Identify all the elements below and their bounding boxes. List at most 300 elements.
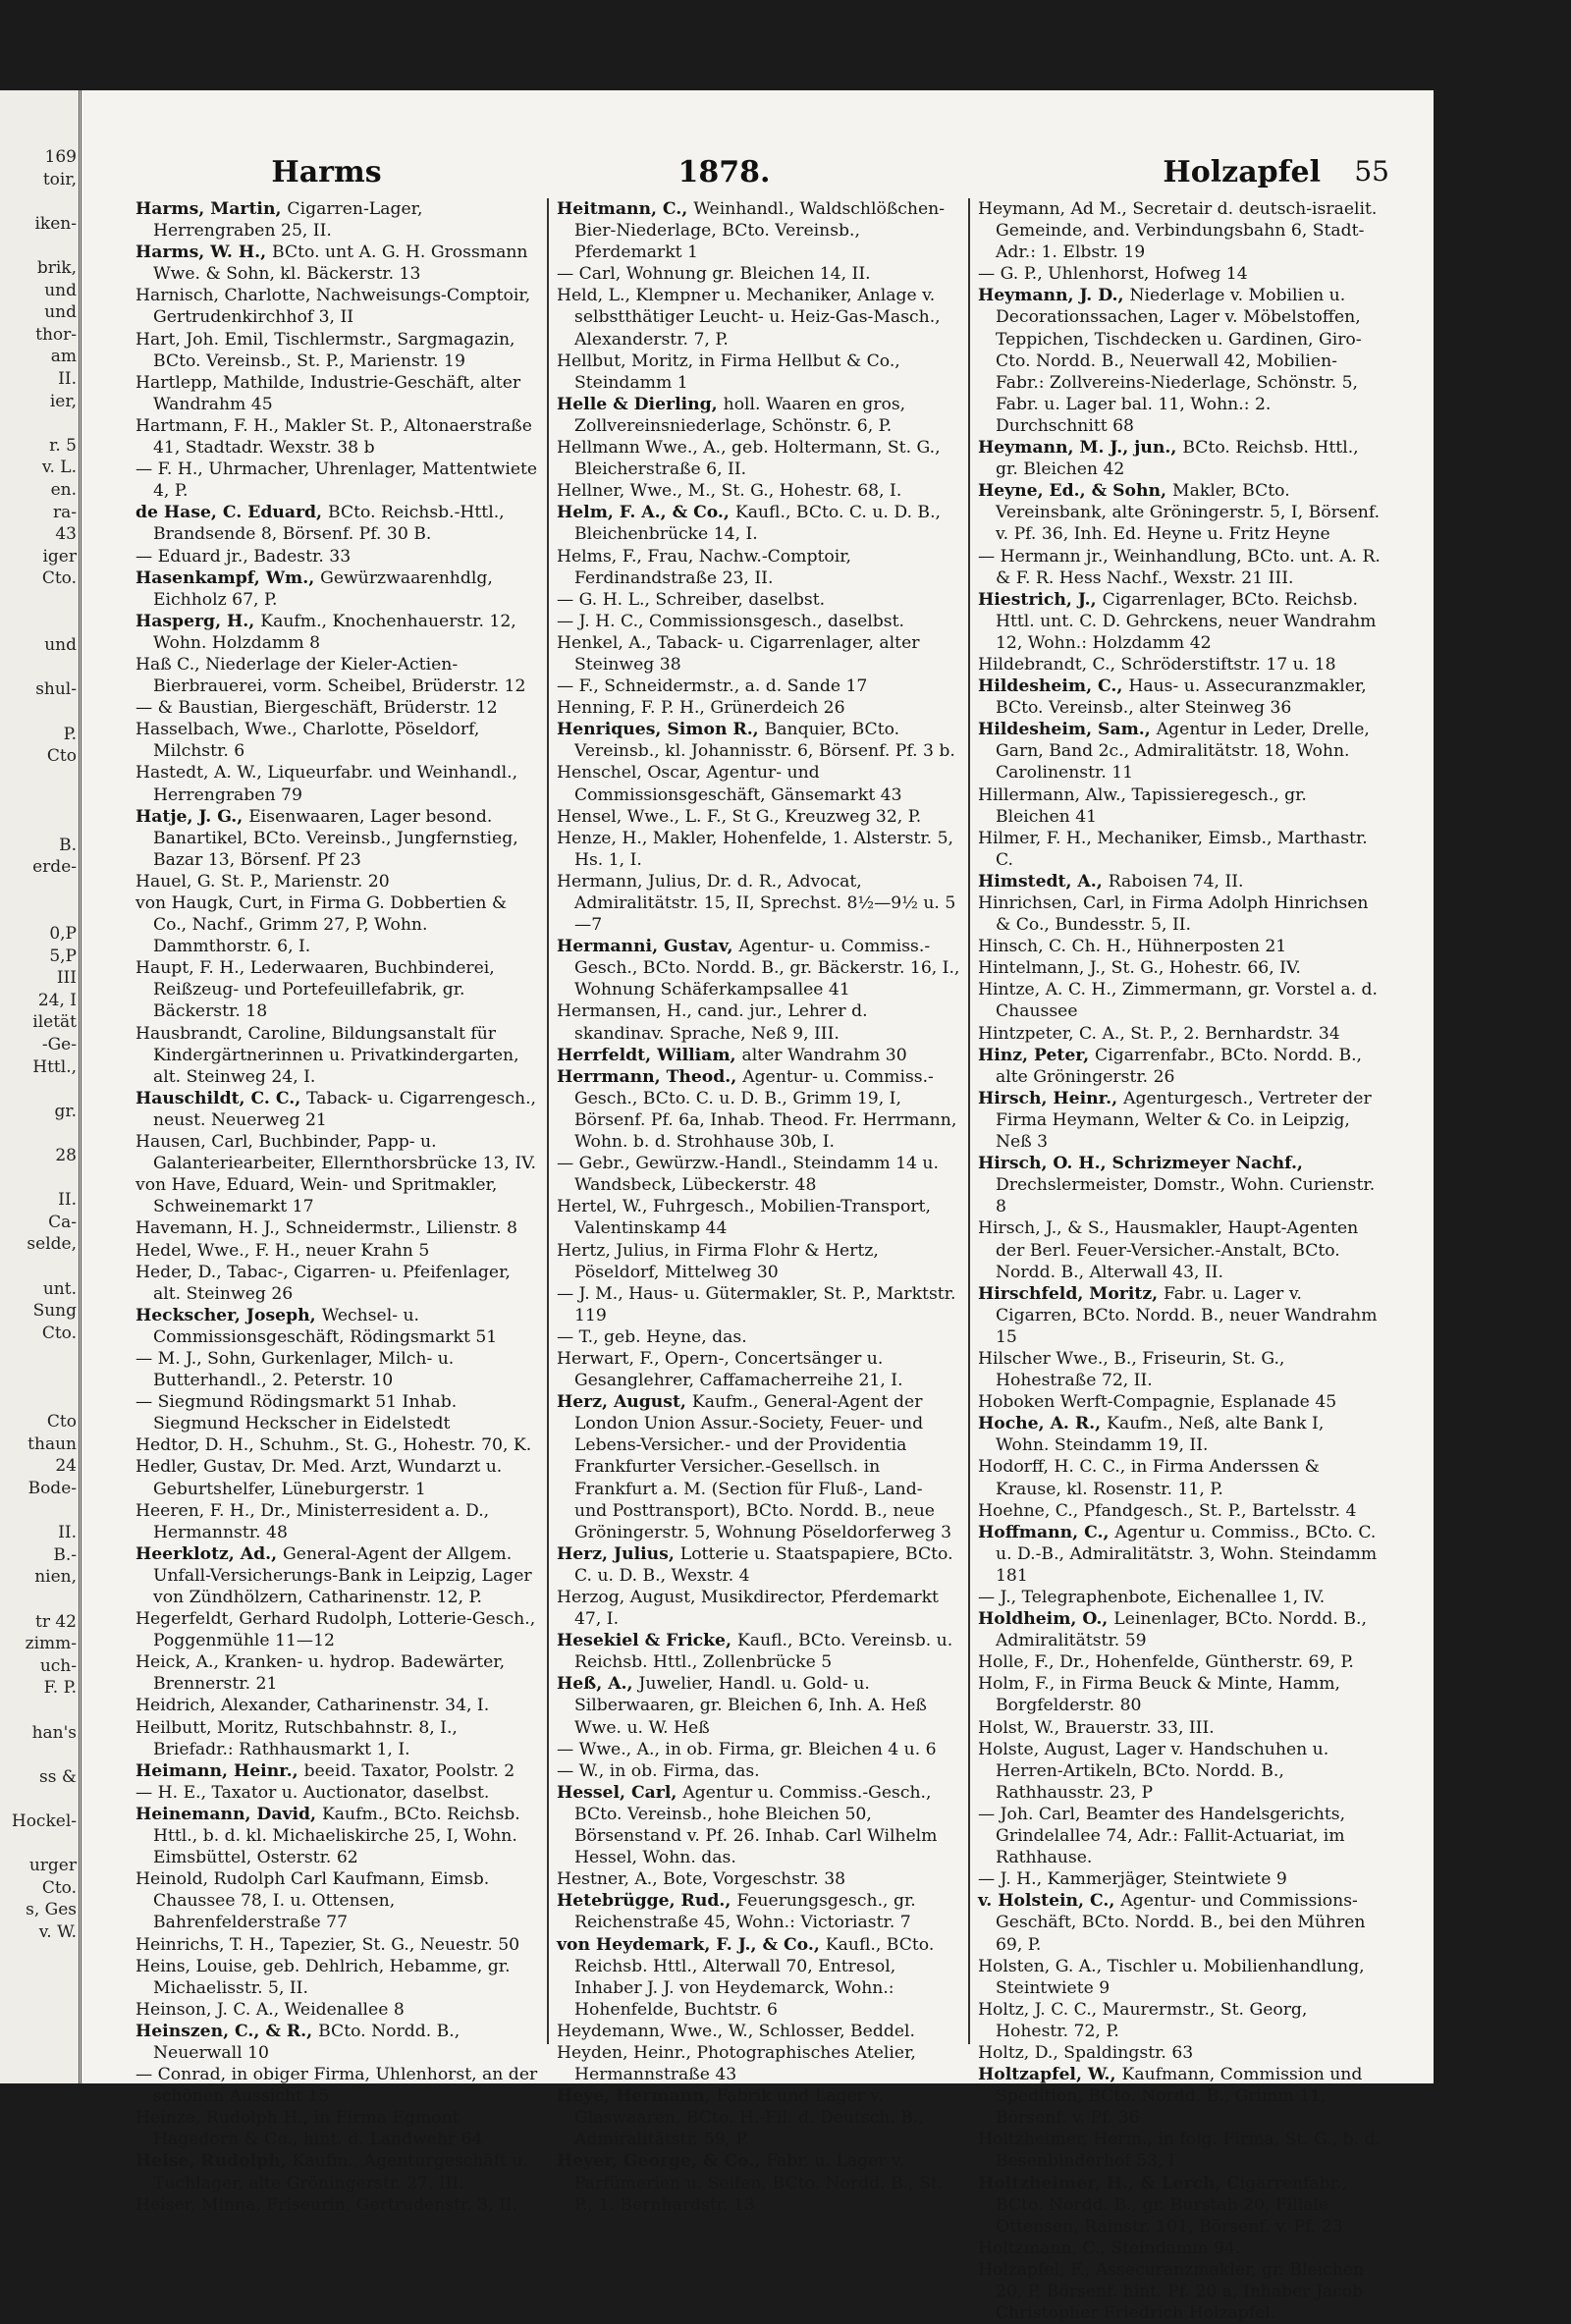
entry-text: BCto. Reichsb. Httl., gr. Bleichen 42 (996, 438, 1359, 480)
directory-entry (557, 502, 960, 545)
directory-entry (135, 1217, 539, 1239)
entry-name: Hesekiel & Fricke, (557, 1631, 737, 1651)
directory-entry (978, 1522, 1381, 1587)
entry-text: Weinhandl., Waldschlößchen-Bier-Niederlage, BCto. Vereinsb., Pferdemarkt 1 (574, 199, 946, 263)
directory-entry (978, 719, 1381, 784)
entry-name: Heyne, Ed., & Sohn, (978, 481, 1172, 502)
entry-name: Holdheim, O., (978, 1609, 1114, 1630)
margin-fragment: tr 42 (35, 1611, 77, 1632)
entry-name: Hiestrich, J., (978, 589, 1103, 610)
directory-entry (978, 1956, 1381, 1999)
entry-text: Cigarrenfabr., BCto. Nordd. B., alte Gröningerstr. 26 (996, 1045, 1363, 1087)
entry-text: Hedel, Wwe., F. H., neuer Krahn 5 (135, 1240, 430, 1261)
entry-text: Haß C., Niederlage der Kieler-Actien-Bierbrauerei, vorm. Scheibel, Brüderstr. 12 (135, 654, 526, 697)
entry-text: von Haugk, Curt, in Firma G. Dobbertien & Co., Nachf., Grimm 27, P, Wohn. Dammthorstr. 6, I. (135, 893, 508, 957)
entry-text: Hermann, Julius, Dr. d. R., Advocat, Admiralitätstr. 15, II, Sprechst. 8½—9½ u. 5—7 (557, 871, 956, 936)
entry-text: — W., in ob. Firma, das. (557, 1760, 760, 1781)
directory-entry (135, 2194, 539, 2216)
directory-entry (978, 263, 1381, 285)
directory-entry (978, 1153, 1381, 1217)
margin-fragment: 5,P (49, 946, 77, 966)
entry-text: — & Baustian, Biergeschäft, Brüderstr. 12 (135, 698, 498, 719)
directory-entry (135, 1262, 539, 1305)
directory-entry (978, 871, 1381, 892)
entry-text: Heyden, Heinr., Photographisches Atelier, Hermannstraße 43 (557, 2042, 916, 2085)
directory-entry (135, 2107, 539, 2150)
entry-text: — M. J., Sohn, Gurkenlager, Milch- u. Butterhandl., 2. Peterstr. 10 (135, 1348, 455, 1391)
entry-text: Heins, Louise, geb. Dehlrich, Hebamme, gr. Michaelisstr. 5, II. (135, 1956, 511, 1998)
entry-text: Heeren, F. H., Dr., Ministerresident a. D., Hermannstr. 48 (135, 1500, 490, 1542)
entry-text: Fabr. u. Lager v. Cigarren, BCto. Nordd. B., neuer Wandrahm 15 (996, 1283, 1378, 1347)
entry-name: Heckscher, Joseph, (135, 1305, 322, 1325)
column-left (128, 198, 547, 2215)
margin-fragment: Httl., (32, 1056, 77, 1077)
entry-name: Hoffmann, C., (978, 1522, 1115, 1542)
directory-entry (135, 372, 539, 415)
entry-text: — T., geb. Heyne, das. (557, 1326, 747, 1347)
entry-name: Heinemann, David, (135, 1804, 322, 1824)
directory-entry (557, 351, 960, 394)
entry-text: Harnisch, Charlotte, Nachweisungs-Comptoir, Gertrudenkirchhof 3, II (135, 286, 531, 328)
entry-text: Holtzheimer, Herm., in folg. Firma, St. G., b. d. Besenbinderhof 53, I (978, 2130, 1381, 2172)
directory-entry (135, 1391, 539, 1434)
entry-name: Herz, Julius, (557, 1543, 680, 1564)
entry-text: Kaufm., BCto. Reichsb. Httl., b. d. kl. Michaeliskirche 25, I, Wohn. Eimsbüttel, Osterstr. 62 (153, 1804, 520, 1868)
entry-text: Hartlepp, Mathilde, Industrie-Geschäft, alter Wandrahm 45 (135, 372, 521, 414)
directory-entry (978, 589, 1381, 654)
directory-entry (135, 242, 539, 285)
directory-entry (978, 936, 1381, 957)
entry-text: Agentur u. Commiss., BCto. C. u. D.-B., Admiralitätstr. 3, Wohn. Steindamm 181 (996, 1522, 1378, 1586)
directory-entry (557, 1240, 960, 1283)
entry-text: Holsten, G. A., Tischler u. Mobilienhandlung, Steintwiete 9 (978, 1956, 1365, 1998)
directory-entry (557, 806, 960, 828)
directory-entry (135, 1651, 539, 1695)
entry-text: Kaufl., BCto. C. u. D. B., Bleichenbrücke 14, I. (574, 503, 941, 545)
directory-entry (557, 2150, 960, 2215)
column-right (968, 198, 1389, 2324)
entry-name: Hinz, Peter, (978, 1045, 1096, 1065)
entry-text: Kaufm., Neß, alte Bank I, Wohn. Steindamm 19, II. (996, 1414, 1325, 1456)
previous-page-edge (0, 90, 81, 2083)
directory-entry (978, 2238, 1381, 2259)
margin-fragment: ss & (39, 1766, 77, 1787)
entry-text: Henning, F. P. H., Grünerdeich 26 (557, 698, 845, 719)
entry-text: Heinold, Rudolph Carl Kaufmann, Eimsb. Chaussee 78, I. u. Ottensen, Bahrenfelderstraße 77 (135, 1869, 490, 1933)
entry-text: — Eduard jr., Badestr. 33 (135, 546, 352, 567)
margin-fragment: P. (63, 724, 77, 744)
directory-entry (135, 611, 539, 654)
entry-text: Hilmer, F. H., Mechaniker, Eimsb., Marthastr. C. (978, 828, 1368, 870)
margin-fragment: zimm- (25, 1634, 77, 1654)
entry-text: Hilscher Wwe., B., Friseurin, St. G., Hohestraße 72, II. (978, 1348, 1285, 1391)
directory-entry (135, 1348, 539, 1391)
entry-text: — Joh. Carl, Beamter des Handelsgerichts, Grindelallee 74, Adr.: Fallit-Actuariat, im Rathhause. (978, 1804, 1346, 1868)
entry-text: — F., Schneidermstr., a. d. Sande 17 (557, 676, 868, 697)
directory-entry (557, 611, 960, 632)
directory-entry (978, 480, 1381, 545)
entry-text: Herzog, August, Musikdirector, Pferdemarkt 47, I. (557, 1588, 939, 1630)
entry-text: Agentur- und Commissions-Geschäft, BCto. Nordd. B., bei den Mühren 69, P. (996, 1891, 1366, 1955)
margin-fragment: han's (31, 1722, 77, 1743)
entry-text: Hillermann, Alw., Tapissieregesch., gr. Bleichen 41 (978, 784, 1307, 827)
directory-entry (135, 1088, 539, 1131)
entry-text: — F. H., Uhrmacher, Uhrenlager, Mattentwiete 4, P. (135, 459, 538, 502)
entry-text: Heick, A., Kranken- u. hydrop. Badewärter, Brennerstr. 21 (135, 1652, 506, 1695)
directory-entry (978, 2259, 1381, 2324)
entry-text: Hellner, Wwe., M., St. G., Hohestr. 68, I. (557, 481, 902, 502)
entry-text: Heinrichs, T. H., Tapezier, St. G., Neuestr. 50 (135, 1934, 520, 1955)
entry-text: Banquier, BCto. Vereinsb., kl. Johannisstr. 6, Börsenf. Pf. 3 b. (574, 720, 955, 762)
margin-fragment: Cto. (41, 1323, 77, 1343)
directory-entry (557, 263, 960, 285)
entry-text: Hodorff, H. C. C., in Firma Anderssen & Krause, kl. Rosenstr. 11, P. (978, 1457, 1320, 1499)
entry-name: Hermanni, Gustav, (557, 937, 739, 957)
margin-fragment: Cto. (41, 568, 77, 589)
margin-fragment: gr. (54, 1101, 77, 1121)
entry-text: Agentur- u. Commiss.-Gesch., BCto. Nordd. B., gr. Bäckerstr. 16, I., Wohnung Schäferkampsallee 41 (574, 937, 960, 1000)
entry-text: Taback- u. Cigarrengesch., neust. Neuerweg 21 (153, 1088, 536, 1130)
entry-text: Hintze, A. C. H., Zimmermann, gr. Vorstel a. d. Chaussee (978, 980, 1378, 1022)
directory-entry (135, 1305, 539, 1348)
directory-entry (135, 1174, 539, 1217)
header-right-catchword: Holzapfel (1163, 155, 1321, 189)
entry-name: Heinszen, C., & R., (135, 2021, 319, 2041)
directory-entry (978, 892, 1381, 936)
entry-name: Heitmann, C., (557, 199, 694, 219)
directory-entry (557, 1391, 960, 1543)
directory-entry (557, 2021, 960, 2042)
directory-entry (135, 415, 539, 459)
margin-fragment: und (44, 280, 77, 300)
directory-entry (135, 198, 539, 242)
directory-entry (557, 437, 960, 480)
directory-entry (978, 654, 1381, 676)
entry-name: Hildesheim, C., (978, 676, 1129, 697)
entry-text: Holm, F., in Firma Beuck & Minte, Hamm, Borgfelderstr. 80 (978, 1674, 1340, 1716)
margin-fragment: selde, (27, 1234, 77, 1255)
directory-entry (978, 2129, 1381, 2172)
entry-text: Hart, Joh. Emil, Tischlermstr., Sargmagazin, BCto. Vereinsb., St. P., Marienstr. 19 (135, 329, 515, 371)
margin-fragment: iger (42, 546, 77, 567)
entry-name: Herz, August, (557, 1392, 692, 1413)
directory-page (0, 90, 1434, 2324)
margin-fragment: erde- (32, 857, 77, 878)
directory-entry (135, 1131, 539, 1174)
directory-entry (135, 1240, 539, 1262)
directory-entry (557, 1890, 960, 1933)
margin-fragment: unt. (42, 1278, 77, 1299)
directory-entry (978, 1500, 1381, 1522)
entry-text: — Conrad, in obiger Firma, Uhlenhorst, an der schönen Aussicht 15 (135, 2065, 538, 2107)
entry-name: Heymann, M. J., jun., (978, 438, 1183, 459)
directory-entry (978, 1651, 1381, 1673)
margin-fragment: toir, (42, 169, 77, 189)
entry-text: Drechslermeister, Domstr., Wohn. Curienstr. 8 (996, 1175, 1376, 1217)
directory-entry (557, 1934, 960, 2021)
directory-entry (557, 285, 960, 350)
directory-entry (135, 762, 539, 805)
entry-text: Holtzmann, C., Steindamm 94. (978, 2238, 1241, 2258)
margin-fragment: Cto (46, 746, 77, 767)
directory-entry (135, 1760, 539, 1782)
entry-text: BCto. unt A. G. H. Grossmann Wwe. & Sohn, kl. Bäckerstr. 13 (153, 243, 528, 285)
entry-text: Hellmann Wwe., A., geb. Holtermann, St. G., Bleicherstraße 6, II. (557, 438, 941, 480)
page-number: 55 (1354, 155, 1389, 188)
directory-entry (557, 676, 960, 697)
entry-text: Heder, D., Tabac-, Cigarren- u. Pfeifenlager, alt. Steinweg 26 (135, 1262, 511, 1304)
entry-text: holl. Waaren en gros, Zollvereinsniederlage, Schönstr. 6, P. (574, 394, 906, 436)
directory-entry (557, 1045, 960, 1066)
margin-fragment: ra- (52, 502, 77, 522)
entry-text: — H. E., Taxator u. Auctionator, daselbst. (135, 1782, 490, 1803)
entry-text: — Siegmund Rödingsmarkt 51 Inhab. Siegmund Heckscher in Eidelstedt (135, 1392, 458, 1434)
directory-entry (978, 1868, 1381, 1890)
margin-fragment: s, Ges (26, 1900, 77, 1920)
directory-entry (557, 871, 960, 936)
margin-fragment: iletät (32, 1012, 77, 1033)
directory-entry (135, 1434, 539, 1456)
margin-fragment: thor- (35, 324, 77, 345)
entry-text: Gewürzwaarenhdlg, Eichholz 67, P. (153, 567, 493, 610)
margin-fragment: und (44, 302, 77, 323)
margin-fragment: 24 (55, 1456, 77, 1477)
entry-name: Hauschildt, C. C., (135, 1088, 307, 1108)
entry-text: Agenturgesch., Vertreter der Firma Heymann, Welter & Co. in Leipzig, Neß 3 (996, 1088, 1372, 1153)
entry-name: Hetebrügge, Rud., (557, 1891, 737, 1912)
directory-entry (978, 546, 1381, 589)
entry-text: alter Wandrahm 30 (741, 1045, 907, 1065)
margin-fragment: en. (50, 480, 77, 500)
entry-text: Heilbutt, Moritz, Rutschbahnstr. 8, I., Briefadr.: Rathhausmarkt 1, I. (135, 1717, 458, 1759)
entry-text: Leinenlager, BCto. Nordd. B., Admiralitätstr. 59 (996, 1609, 1367, 1651)
entry-text: — J. M., Haus- u. Gütermakler, St. P., Marktstr. 119 (557, 1283, 956, 1325)
directory-entry (557, 1673, 960, 1738)
directory-entry (135, 806, 539, 871)
entry-name: Hirsch, O. H., Schrizmeyer Nachf., (978, 1154, 1303, 1174)
directory-entry (557, 480, 960, 502)
entry-text: Wechsel- u. Commissionsgeschäft, Rödingsmarkt 51 (153, 1305, 498, 1347)
directory-entry (557, 762, 960, 805)
entry-text: Holle, F., Dr., Hohenfelde, Güntherstr. 69, P. (978, 1652, 1354, 1673)
directory-entry (978, 1456, 1381, 1499)
directory-entry (978, 1608, 1381, 1651)
directory-entry (978, 1739, 1381, 1804)
entry-text: Holzapfel, F., Assecuranzmakler, gr. Bleichen 20, P, Börsenf. hint. Pf. 20 a, Inhaber Jacob Christopher Friedrich Holzapfel. (978, 2259, 1365, 2324)
margin-fragment: 169 (44, 147, 77, 167)
directory-entry (978, 828, 1381, 871)
directory-entry (557, 1283, 960, 1326)
entry-name: Heymann, J. D., (978, 286, 1130, 306)
directory-entry (135, 1456, 539, 1499)
entry-text: — G. P., Uhlenhorst, Hofweg 14 (978, 264, 1248, 285)
entry-text: Kaufl., BCto. Vereinsb. u. Reichsb. Httl., Zollenbrücke 5 (574, 1631, 953, 1673)
entry-name: Hessel, Carl, (557, 1782, 683, 1803)
directory-entry (135, 719, 539, 762)
entry-text: Herwart, F., Opern-, Concertsänger u. Gesanglehrer, Caffamacherreihe 21, I. (557, 1348, 903, 1391)
entry-name: Hildesheim, Sam., (978, 720, 1157, 740)
entry-text: — G. H. L., Schreiber, daselbst. (557, 589, 826, 610)
directory-entry (135, 1695, 539, 1716)
directory-entry (557, 719, 960, 762)
margin-fragment: shul- (35, 679, 77, 700)
directory-entry (557, 1196, 960, 1239)
entry-text: Agentur u. Commiss.-Gesch., BCto. Vereinsb., hohe Bleichen 50, Börsenstand v. Pf. 26. Inhab. Carl Wilhelm Hessel, Wohn. das. (574, 1782, 938, 1868)
directory-entry (135, 1782, 539, 1804)
directory-entry (978, 676, 1381, 719)
directory-entry (135, 285, 539, 328)
directory-entry (135, 892, 539, 957)
entry-text: — J., Telegraphenbote, Eichenallee 1, IV. (978, 1588, 1326, 1607)
directory-entry (557, 1348, 960, 1391)
directory-entry (135, 1956, 539, 1999)
margin-fragment: iken- (34, 213, 77, 234)
entry-name: Hatje, J. G., (135, 806, 249, 827)
entry-name: Hirschfeld, Moritz, (978, 1283, 1165, 1304)
margin-fragment: Sung (32, 1301, 77, 1322)
entry-text: — Carl, Wohnung gr. Bleichen 14, II. (557, 264, 871, 285)
entry-text: Feuerungsgesch., gr. Reichenstraße 45, Wohn.: Victoriastr. 7 (574, 1891, 916, 1933)
page-header (128, 155, 1389, 190)
directory-entry (978, 1890, 1381, 1955)
entry-name: Heimann, Heinr., (135, 1760, 304, 1781)
directory-entry (557, 936, 960, 1000)
directory-entry (978, 1045, 1381, 1088)
entry-text: Hensel, Wwe., L. F., St G., Kreuzweg 32, P. (557, 806, 922, 827)
directory-entry (557, 697, 960, 719)
entry-text: Hastedt, A. W., Liqueurfabr. und Weinhandl., Herrengraben 79 (135, 763, 518, 805)
directory-entry (135, 1023, 539, 1088)
directory-entry (135, 567, 539, 611)
directory-entry (557, 2042, 960, 2085)
directory-entry (978, 1283, 1381, 1348)
margin-fragment: 43 (55, 524, 77, 545)
entry-text: Fabr. u. Lager v. Parfümerien u. Seifen, BCto. Nordd. B., St. P., 1. Bernhardstr. 13 (574, 2151, 944, 2215)
margin-fragment: -Ge- (41, 1035, 77, 1054)
directory-entry (135, 1999, 539, 2021)
entry-text: Hoboken Werft-Compagnie, Esplanade 45 (978, 1392, 1337, 1413)
directory-entry (557, 1587, 960, 1630)
directory-entry (557, 1760, 960, 1782)
entry-text: Heydemann, Wwe., W., Schlosser, Beddel. (557, 2021, 915, 2041)
margin-fragment: v. W. (38, 1922, 77, 1942)
directory-entry (135, 654, 539, 697)
entry-name: Hirsch, Heinr., (978, 1088, 1124, 1108)
entry-text: Heiser, Minna, Friseurin, Gertrudenstr. 3, II. (135, 2194, 518, 2215)
directory-entry (557, 1066, 960, 1153)
directory-entry (557, 2085, 960, 2150)
entry-text: Hasselbach, Wwe., Charlotte, Pöseldorf, Milchstr. 6 (135, 720, 480, 762)
directory-entry (135, 1804, 539, 1868)
entry-name: Herrfeldt, William, (557, 1045, 742, 1065)
entry-text: — Hermann jr., Weinhandlung, BCto. unt. A. R. & F. R. Hess Nachf., Wexstr. 21 III. (978, 546, 1381, 588)
entry-text: Heinson, J. C. A., Weidenallee 8 (135, 1999, 405, 2020)
entry-text: Heinze, Rudolph H., in Firma Egmont Hagedorn & Co., hint. d. Landwehr 64 (135, 2108, 483, 2150)
entry-name: Herrmann, Theod., (557, 1066, 743, 1087)
directory-entry (978, 2064, 1381, 2129)
entry-text: Lotterie u. Staatspapiere, BCto. C. u. D. B., Wexstr. 4 (574, 1543, 953, 1586)
entry-text: Agentur- u. Commiss.-Gesch., BCto. C. u. D. B., Grimm 19, I, Börsenf. Pf. 6a, Inhab. Theod. Fr. Herrmann, Wohn. b. d. Strohhause 30b, I. (574, 1066, 957, 1153)
entry-text: Cigarren-Lager, Herrengraben 25, II. (153, 199, 423, 242)
entry-name: Hasenkampf, Wm., (135, 567, 321, 588)
entry-name: Heß, A., (557, 1674, 639, 1695)
directory-entry (135, 1717, 539, 1760)
directory-entry (135, 697, 539, 719)
directory-entry (135, 1500, 539, 1543)
entry-text: Held, L., Klempner u. Mechaniker, Anlage v. selbstthätiger Leucht- u. Heiz-Gas-Masch., Alexanderstr. 7, P. (557, 286, 941, 350)
entry-text: Hellbut, Moritz, in Firma Hellbut & Co., Steindamm 1 (557, 351, 900, 393)
entry-name: Heerklotz, Ad., (135, 1543, 284, 1564)
directory-entry (978, 2173, 1381, 2238)
entry-text: — J. H. C., Commissionsgesch., daselbst. (557, 611, 904, 631)
entry-name: Heyer, George, & Co., (557, 2151, 767, 2172)
directory-entry (978, 979, 1381, 1022)
entry-name: Harms, W. H., (135, 243, 273, 263)
margin-fragment: II. (58, 1523, 77, 1543)
entry-text: Hildebrandt, C., Schröderstiftstr. 17 u. 18 (978, 654, 1336, 675)
directory-entry (557, 198, 960, 263)
margin-fragment: 0,P (49, 924, 77, 944)
entry-text: Heymann, Ad M., Secretair d. deutsch-israelit. Gemeinde, and. Verbindungsbahn 6, Stadt-Adr.: 1. Elbstr. 19 (978, 199, 1378, 263)
directory-entry (978, 1673, 1381, 1716)
margin-fragment: r. 5 (49, 435, 77, 456)
entry-text: BCto. Reichsb.-Httl., Brandsende 8, Börsenf. Pf. 30 B. (153, 503, 505, 545)
column-middle (547, 198, 968, 2215)
entry-name: Hoche, A. R., (978, 1414, 1108, 1434)
margin-fragment: II. (58, 1190, 77, 1211)
entry-text: Hermansen, H., cand. jur., Lehrer d. skandinav. Sprache, Neß 9, III. (557, 1001, 868, 1044)
entry-text: General-Agent der Allgem. Unfall-Versicherungs-Bank in Leipzig, Lager von Zündhölzern, Catharinenstr. 12, P. (153, 1543, 532, 1607)
directory-entry (978, 1023, 1381, 1045)
directory-entry (135, 329, 539, 372)
entry-text: Hausen, Carl, Buchbinder, Papp- u. Galanteriearbeiter, Ellernthorsbrücke 13, IV. (135, 1132, 536, 1174)
entry-text: Kaufm., General-Agent der London Union Assur.-Society, Feuer- und Lebens-Versicher.- und der Providentia Frankfurter Versicher.-Gesellsch. in Frankfurt a. M. (Section für Fluß-, Land- und Posttransport), BCto. Nordd. B., neue Gröningerstr. 5, Wohnung Pöseldorferweg 3 (574, 1392, 952, 1542)
margin-fragment: II. (58, 369, 77, 389)
entry-text: — J. H., Kammerjäger, Steintwiete 9 (978, 1869, 1287, 1890)
margin-fragment: und (44, 635, 77, 656)
entry-text: Kaufm., Knochenhauerstr. 12, Wohn. Holzdamm 8 (153, 611, 516, 653)
entry-name: de Hase, C. Eduard, (135, 503, 329, 523)
entry-text: Eisenwaaren, Lager besond. Banartikel, BCto. Vereinsb., Jungfernstieg, Bazar 13, Börsenf. Pf 23 (153, 806, 518, 870)
entry-text: Haupt, F. H., Lederwaaren, Buchbinderei, Reißzeug- und Portefeuillefabrik, gr. Bäckerstr. 18 (135, 958, 495, 1022)
directory-entry (978, 2042, 1381, 2064)
entry-name: Heise, Rudolph, (135, 2151, 293, 2172)
entry-text: Fabrik und Lager v. Glaswaaren, BCto. H.-Fil. d. Deutsch. B., Admiralitätstr. 59, P. (574, 2086, 924, 2150)
entry-name: Harms, Martin, (135, 199, 288, 219)
directory-entry (557, 1782, 960, 1868)
directory-entry (978, 1217, 1381, 1282)
directory-entry (557, 546, 960, 589)
directory-entry (978, 1348, 1381, 1391)
entry-name: Helm, F. A., & Co., (557, 503, 735, 523)
directory-entry (135, 2064, 539, 2107)
entry-text: Helms, F., Frau, Nachw.-Comptoir, Ferdinandstraße 23, II. (557, 546, 851, 588)
directory-entry (978, 1587, 1381, 1608)
directory-entry (978, 957, 1381, 979)
entry-text: Cigarrenfabr., BCto. Nordd. B., gr. Burstah 20, Filiale Ottensen, Rainstr. 101, Börsenf. v. Pf. 23 (996, 2173, 1347, 2237)
entry-text: Hoehne, C., Pfandgesch., St. P., Bartelsstr. 4 (978, 1500, 1357, 1521)
entry-name: von Heydemark, F. J., & Co., (557, 1934, 826, 1955)
directory-entry (978, 1717, 1381, 1739)
directory-entry (557, 828, 960, 871)
entry-text: Hintelmann, J., St. G., Hohestr. 66, IV. (978, 958, 1301, 979)
entry-text: Hintzpeter, C. A., St. P., 2. Bernhardstr. 34 (978, 1023, 1340, 1044)
entry-name: Henriques, Simon R., (557, 720, 765, 740)
directory-entry (978, 1391, 1381, 1413)
entry-text: beeid. Taxator, Poolstr. 2 (303, 1760, 515, 1781)
margin-fragment: nien, (34, 1567, 77, 1588)
margin-fragment: am (50, 347, 77, 367)
